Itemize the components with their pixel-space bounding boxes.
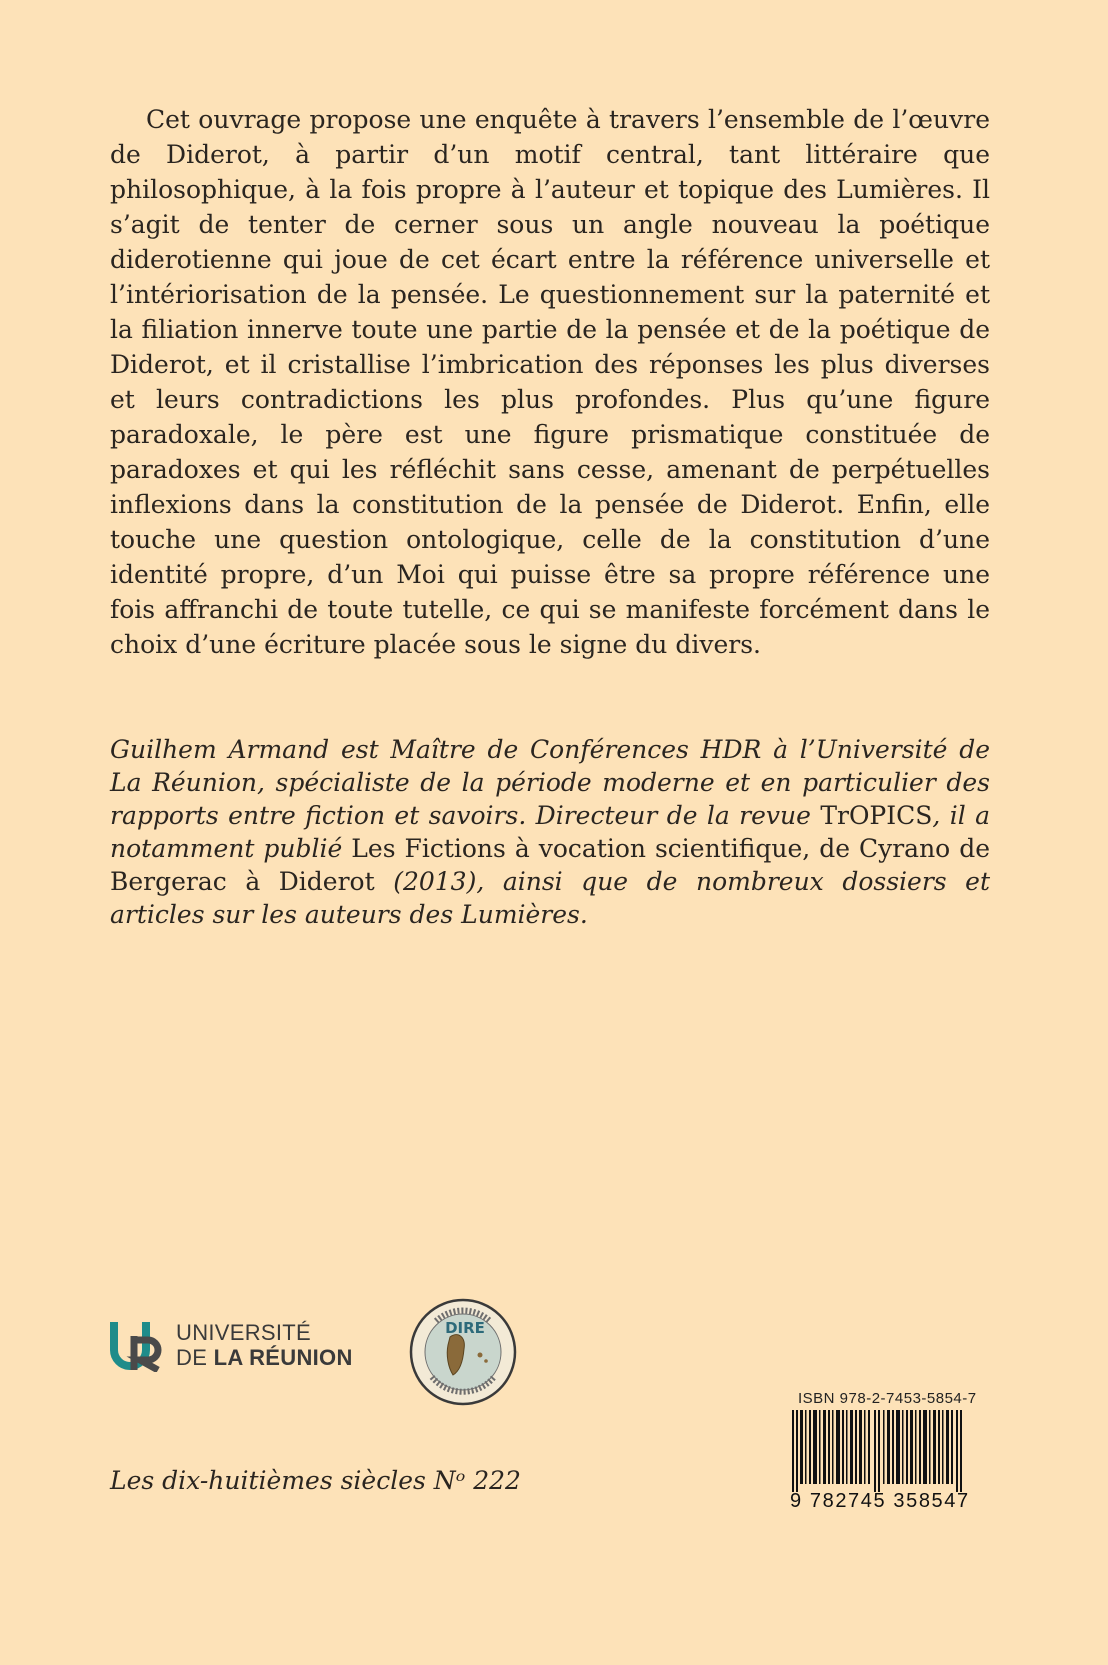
- bio-part-1: Guilhem Armand est Maître de Conférences HDR à l’Université de La Réunion, spécialiste de la période moderne et en particulier des rapports entre fiction et savoirs. Directeur de la revue: [110, 735, 990, 830]
- dire-acronym: DIRE: [445, 1319, 485, 1337]
- ur-line-2-prefix: DE: [176, 1345, 214, 1370]
- ur-line-2-bold: LA RÉUNION: [213, 1345, 353, 1370]
- universite-reunion-logo: [110, 1318, 353, 1372]
- barcode-digits: 9 782745 358547: [790, 1490, 970, 1512]
- ur-line-1: UNIVERSITÉ: [176, 1320, 312, 1345]
- bio-part-2: , il a notamment publié: [110, 801, 990, 863]
- ur-monogram-icon: [110, 1318, 164, 1372]
- journal-title: TrOPICS: [820, 801, 933, 830]
- series-title: Les dix-huitièmes siècles Nᵒ 222: [110, 1466, 521, 1495]
- author-bio: [110, 733, 990, 931]
- ur-wordmark: [176, 1320, 353, 1370]
- dire-research-unit-seal: [408, 1297, 518, 1407]
- isbn-label: ISBN 978-2-7453-5854-7: [798, 1390, 977, 1407]
- ur-line-2: [176, 1345, 353, 1370]
- barcode-image: [790, 1410, 970, 1492]
- book-title: Les Fictions à vocation scientifique, de Cyrano de Bergerac à Diderot: [110, 834, 990, 896]
- isbn-block: [790, 1390, 980, 1513]
- back-cover-summary: Cet ouvrage propose une enquête à travers l’ensemble de l’œuvre de Diderot, à partir d’un motif central, tant littéraire que philosophique, à la fois propre à l’auteur et topique des Lumières. Il s’agit de tenter de cerner sous un angle nouveau la poétique diderotienne qui joue de cet écart entre la référence universelle et l’intériorisation de la pensée. Le questionnement sur la paternité et la filiation innerve toute une partie de la pensée et de la poétique de Diderot, et il cristallise l’imbrication des réponses les plus diverses et leurs contradictions les plus profondes. Plus qu’une figure paradoxale, le père est une figure prismatique constituée de paradoxes et qui les réfléchit sans cesse, amenant de perpétuelles inflexions dans la constitution de la pensée de Diderot. Enfin, elle touche une question ontologique, celle de la constitution d’une identité propre, d’un Moi qui puisse être sa propre référence une fois affranchi de toute tutelle, ce qui se manifeste forcément dans le choix d’une écriture placée sous le signe du divers.: [110, 105, 990, 659]
- bio-part-3: (2013), ainsi que de nombreux dossiers et articles sur les auteurs des Lumières.: [110, 867, 990, 929]
